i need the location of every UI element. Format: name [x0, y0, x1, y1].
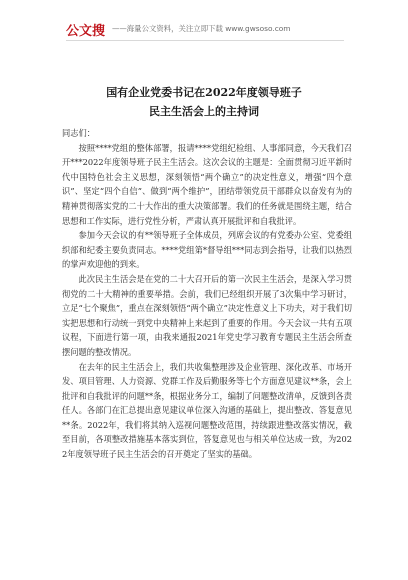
body-paragraph: 在去年的民主生活会上，我们共收集整理涉及企业管理、深化改革、市场开发、项目管理、人力资源、党群工作及后勤服务等七个方面意见建议**条，会上批评和自我批评的问题**条，根据业务分工，编制了问题整改清单，反馈到各责任人。各部门在汇总提出意见建议单位深入沟通的基础上，提出整改、答复意见**条。2022年，我们将其纳入巡视问题整改范围，持续跟进整改落实情况，截至目前，各项整改措施基本落实到位，答复意见也与相关单位达成一致，为2022年度领导班子民主生活会的召开奠定了坚实的基础。 [62, 361, 352, 460]
document-title-line-1: 国有企业党委书记在2022年度领导班子 [106, 86, 302, 99]
brand-logo-text: 公文搜 [66, 24, 106, 39]
salutation: 同志们： [62, 128, 95, 138]
document-title-line-2: 民主生活会上的主持词 [149, 105, 259, 118]
body-paragraph: 参加今天会议的有**领导班子全体成员，列席会议的有党委办公室、党委组织部和纪委主要负责同志。****党组第*督导组***同志到会指导，让我们以热烈的掌声欢迎他的到来。 [62, 230, 352, 270]
body-paragraph: 按照****党组的整体部署，报请****党组纪检组、人事部同意，今天我们召开***2022年度领导班子民主生活会。这次会议的主题是：全面贯彻习近平新时代中国特色社会主义思想，深刻领悟“两个确立”的决定性意义，增强“四个意识”、坚定“四个自信”、做到“两个维护”，团结带领党员干部群众以奋发有为的精神贯彻落实党的二十大作出的重大决策部署。我们的任务就是围绕主题，结合思想和工作实际，进行党性分析，严肃认真开展批评和自我批评。 [62, 142, 352, 226]
body-paragraph: 此次民主生活会是在党的二十大召开后的第一次民主生活会，是深入学习贯彻党的二十大精神的重要举措。会前，我们已经组织开展了3次集中学习研讨，立足“七个聚焦”，重点在深刻领悟“两个确立”决定性意义上下功夫，对于我们切实把思想和行动统一到党中央精神上来起到了重要的作用。今天会议一共有五项议程，下面进行第一项，由我来通报2021年党史学习教育专题民主生活会所查摆问题的整改情况。 [62, 273, 352, 357]
site-tagline: ——海量公文资料，关注立即下载 www.gwsoso.com [112, 24, 291, 33]
document-body [62, 126, 352, 462]
header-divider [66, 40, 344, 41]
site-header [0, 18, 408, 44]
